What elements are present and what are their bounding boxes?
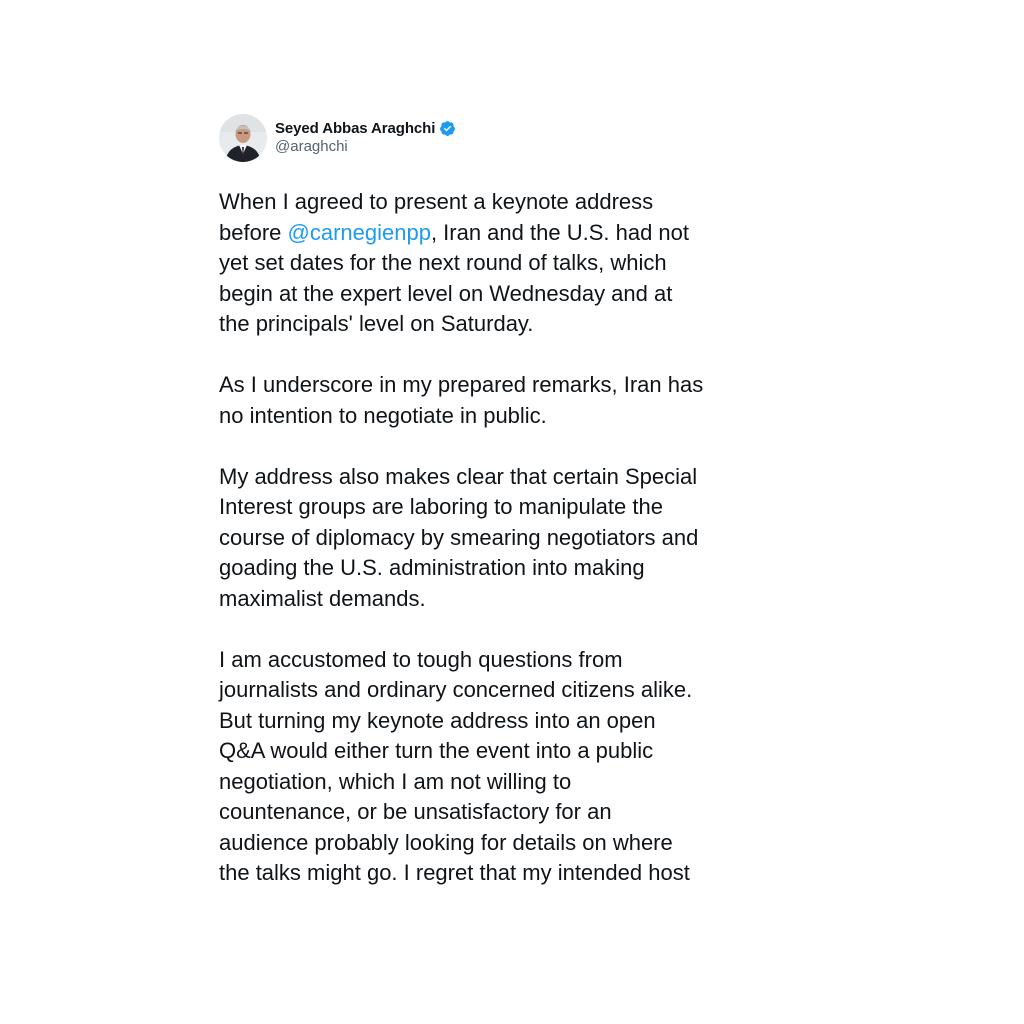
tweet-line xyxy=(219,584,779,615)
tweet-text-segment: I am accustomed to tough questions from xyxy=(219,646,623,672)
tweet-text-segment: countenance, or be unsatisfactory for an xyxy=(219,799,612,824)
tweet-text-segment: no intention to negotiate in public. xyxy=(219,402,547,428)
tweet-text-segment: the principals' level on Saturday. xyxy=(219,311,534,336)
tweet-line xyxy=(219,187,779,218)
tweet-line xyxy=(219,462,779,493)
tweet-text-segment: Q&A would either turn the event into a public xyxy=(219,738,654,763)
author-handle[interactable]: @araghchi xyxy=(275,138,348,155)
tweet-text-segment: begin at the expert level on Wednesday and at xyxy=(219,280,673,306)
tweet-text-segment: When I agreed to present a keynote address xyxy=(219,189,654,214)
tweet-line xyxy=(219,767,779,798)
tweet-text-segment: maximalist demands. xyxy=(219,585,426,611)
tweet-line xyxy=(219,706,779,737)
tweet-text-segment: course of diplomacy by smearing negotiators and xyxy=(219,524,699,550)
tweet-text-segment: As I underscore in my prepared remarks, Iran has xyxy=(219,372,704,397)
tweet-text-segment: before xyxy=(219,219,288,245)
mention-link[interactable]: @carnegienpp xyxy=(287,219,431,245)
tweet-line xyxy=(219,675,779,706)
tweet-paragraph xyxy=(219,370,779,431)
profile-photo-icon xyxy=(219,114,267,162)
tweet-line xyxy=(219,309,779,340)
tweet-line xyxy=(219,248,779,279)
tweet-text-segment: My address also makes clear that certain Special xyxy=(219,463,698,489)
tweet-line xyxy=(219,553,779,584)
tweet-line xyxy=(219,797,779,828)
verified-badge-icon xyxy=(439,120,456,137)
tweet-paragraph xyxy=(219,187,779,340)
author-info xyxy=(275,118,456,158)
tweet-line xyxy=(219,645,779,676)
tweet-text xyxy=(219,187,779,889)
tweet-line xyxy=(219,401,779,432)
tweet-line xyxy=(219,370,779,401)
tweet-line xyxy=(219,523,779,554)
tweet-line xyxy=(219,736,779,767)
tweet-paragraph xyxy=(219,645,779,889)
tweet-text-segment: , Iran and the U.S. had not xyxy=(430,219,689,245)
author-display-name[interactable]: Seyed Abbas Araghchi xyxy=(275,119,436,137)
tweet-text-segment: But turning my keynote address into an open xyxy=(219,707,656,733)
tweet-paragraph xyxy=(219,462,779,615)
tweet-text-segment: the talks might go. I regret that my intended host xyxy=(219,860,690,885)
tweet-header xyxy=(219,112,779,164)
avatar[interactable] xyxy=(219,114,267,162)
tweet-card xyxy=(219,112,779,919)
tweet-line xyxy=(219,828,779,859)
tweet-text-segment: audience probably looking for details on where xyxy=(219,829,673,855)
tweet-text-segment: Interest groups are laboring to manipulate the xyxy=(219,494,663,519)
tweet-text-segment: negotiation, which I am not willing to xyxy=(219,768,572,794)
tweet-text-segment: goading the U.S. administration into making xyxy=(219,555,645,580)
tweet-text-segment: journalists and ordinary concerned citizens alike. xyxy=(219,677,693,702)
tweet-line xyxy=(219,279,779,310)
tweet-line xyxy=(219,492,779,523)
tweet-text-segment: yet set dates for the next round of talks, which xyxy=(219,250,667,275)
tweet-line xyxy=(219,218,779,249)
name-row xyxy=(275,118,456,138)
tweet-line xyxy=(219,858,779,889)
